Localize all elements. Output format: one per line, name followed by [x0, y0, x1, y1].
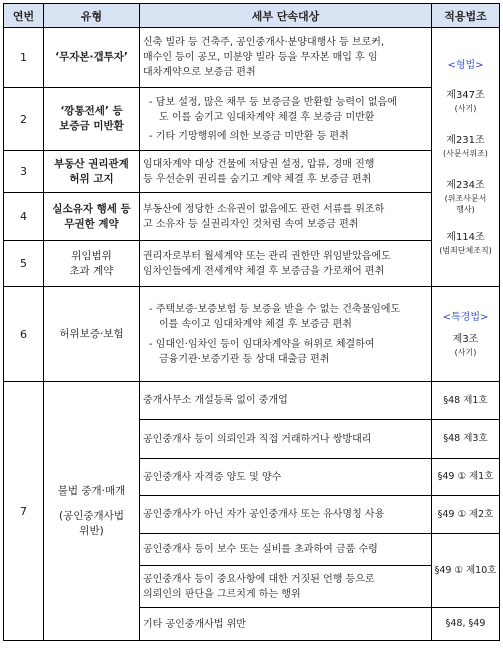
law-cell: §48 제3호 [432, 420, 500, 459]
law-penal-heading: <형법> [447, 59, 484, 71]
header-no: 연번 [4, 4, 44, 28]
row-type: 부동산 권리관계 허위 고지 [44, 151, 140, 193]
header-type: 유형 [44, 4, 140, 28]
row-number: 1 [4, 28, 44, 88]
row-number: 7 [4, 382, 44, 641]
law-penal-cell: <형법> 제347조 (사기) 제231조 (사문서위조) 제234조 (위조사문서 행사) 제114조 (범죄단체조직) [432, 28, 500, 287]
table-row [4, 241, 500, 287]
row-number: 3 [4, 151, 44, 193]
law-special-cell: <특경법> 제3조 (사기) [432, 287, 500, 382]
table-row [4, 382, 500, 420]
row-number: 6 [4, 287, 44, 382]
row-detail: 공인중개사가 아닌 자가 공인중개사 또는 유사명칭 사용 [140, 496, 432, 534]
crime-type-table [3, 3, 500, 641]
row-type: 실소유자 행세 등 무권한 계약 [44, 193, 140, 241]
row-detail: - 주택보증·보증보험 등 보증을 받을 수 없는 건축물임에도 이를 속이고 임대차계약 체결 후 보증금 편취 - 임대인·임차인 등이 임대차계약을 허위로 체결하여 금융기관·보증기관 등 상대 대출금 편취 [140, 287, 432, 382]
table-row [4, 287, 500, 382]
law-cell: §49 ① 제2호 [432, 496, 500, 534]
row-number: 5 [4, 241, 44, 287]
row-type: 위임범위 초과 계약 [44, 241, 140, 287]
row-number: 2 [4, 88, 44, 151]
law-cell-merged: §49 ① 제10호 [432, 534, 500, 608]
row-type: ‘무자본·갭투자’ [44, 28, 140, 88]
law-cell: §49 ① 제1호 [432, 459, 500, 496]
law-cell: §48, §49 [432, 608, 500, 641]
crime-table-container [3, 3, 499, 657]
row-detail: 공인중개사 자격증 양도 및 양수 [140, 459, 432, 496]
row-type: ‘깡통전세’ 등 보증금 미반환 [44, 88, 140, 151]
row-detail: 기타 공인중개사법 위반 [140, 608, 432, 641]
row-detail: 공인중개사 등이 보수 또는 실비를 초과하여 금품 수령 [140, 534, 432, 566]
row-detail: 임대차계약 대상 건물에 저당권 설정, 압류, 경매 진행 등 우선순위 권리를 숨기고 계약 체결 후 보증금 편취 [140, 151, 432, 193]
row-type: 불법 중개·매개 (공인중개사법 위반) [44, 382, 140, 641]
header-law: 적용법조 [432, 4, 500, 28]
row-detail: - 담보 설정, 많은 채무 등 보증금을 반환할 능력이 없음에 도 이를 숨기고 임대차계약 체결 후 보증금 미반환 - 기타 기망행위에 의한 보증금 미반환 등 편취 [140, 88, 432, 151]
law-special-heading: <특경법> [442, 311, 489, 323]
row-number: 4 [4, 193, 44, 241]
row-detail: 공인중개사 등이 중요사항에 대한 거짓된 언행 등으로 의뢰인의 판단을 그르치게 하는 행위 [140, 566, 432, 608]
table-row [4, 88, 500, 151]
law-cell: §48 제1호 [432, 382, 500, 420]
row-detail: 권리자로부터 월세계약 또는 관리 권한만 위임받았음에도 임차인들에게 전세계약 체결 후 보증금을 가로채어 편취 [140, 241, 432, 287]
row-detail: 공인중개사 등이 의뢰인과 직접 거래하거나 쌍방대리 [140, 420, 432, 459]
row-detail: 신축 빌라 등 건축주, 공인중개사·분양대행사 등 브로커, 매수인 등이 공모, 미분양 빌라 등을 무자본 매입 후 임 대차계약으로 보증금 편취 [140, 28, 432, 88]
row-type: 허위보증·보험 [44, 287, 140, 382]
header-row [4, 4, 500, 28]
header-detail: 세부 단속대상 [140, 4, 432, 28]
table-row [4, 193, 500, 241]
row-detail: 부동산에 정당한 소유권이 없음에도 관련 서류를 위조하 고 소유자 등 실권리자인 것처럼 속여 보증금 편취 [140, 193, 432, 241]
table-row [4, 28, 500, 88]
table-row [4, 151, 500, 193]
row-detail: 중개사무소 개설등록 없이 중개업 [140, 382, 432, 420]
